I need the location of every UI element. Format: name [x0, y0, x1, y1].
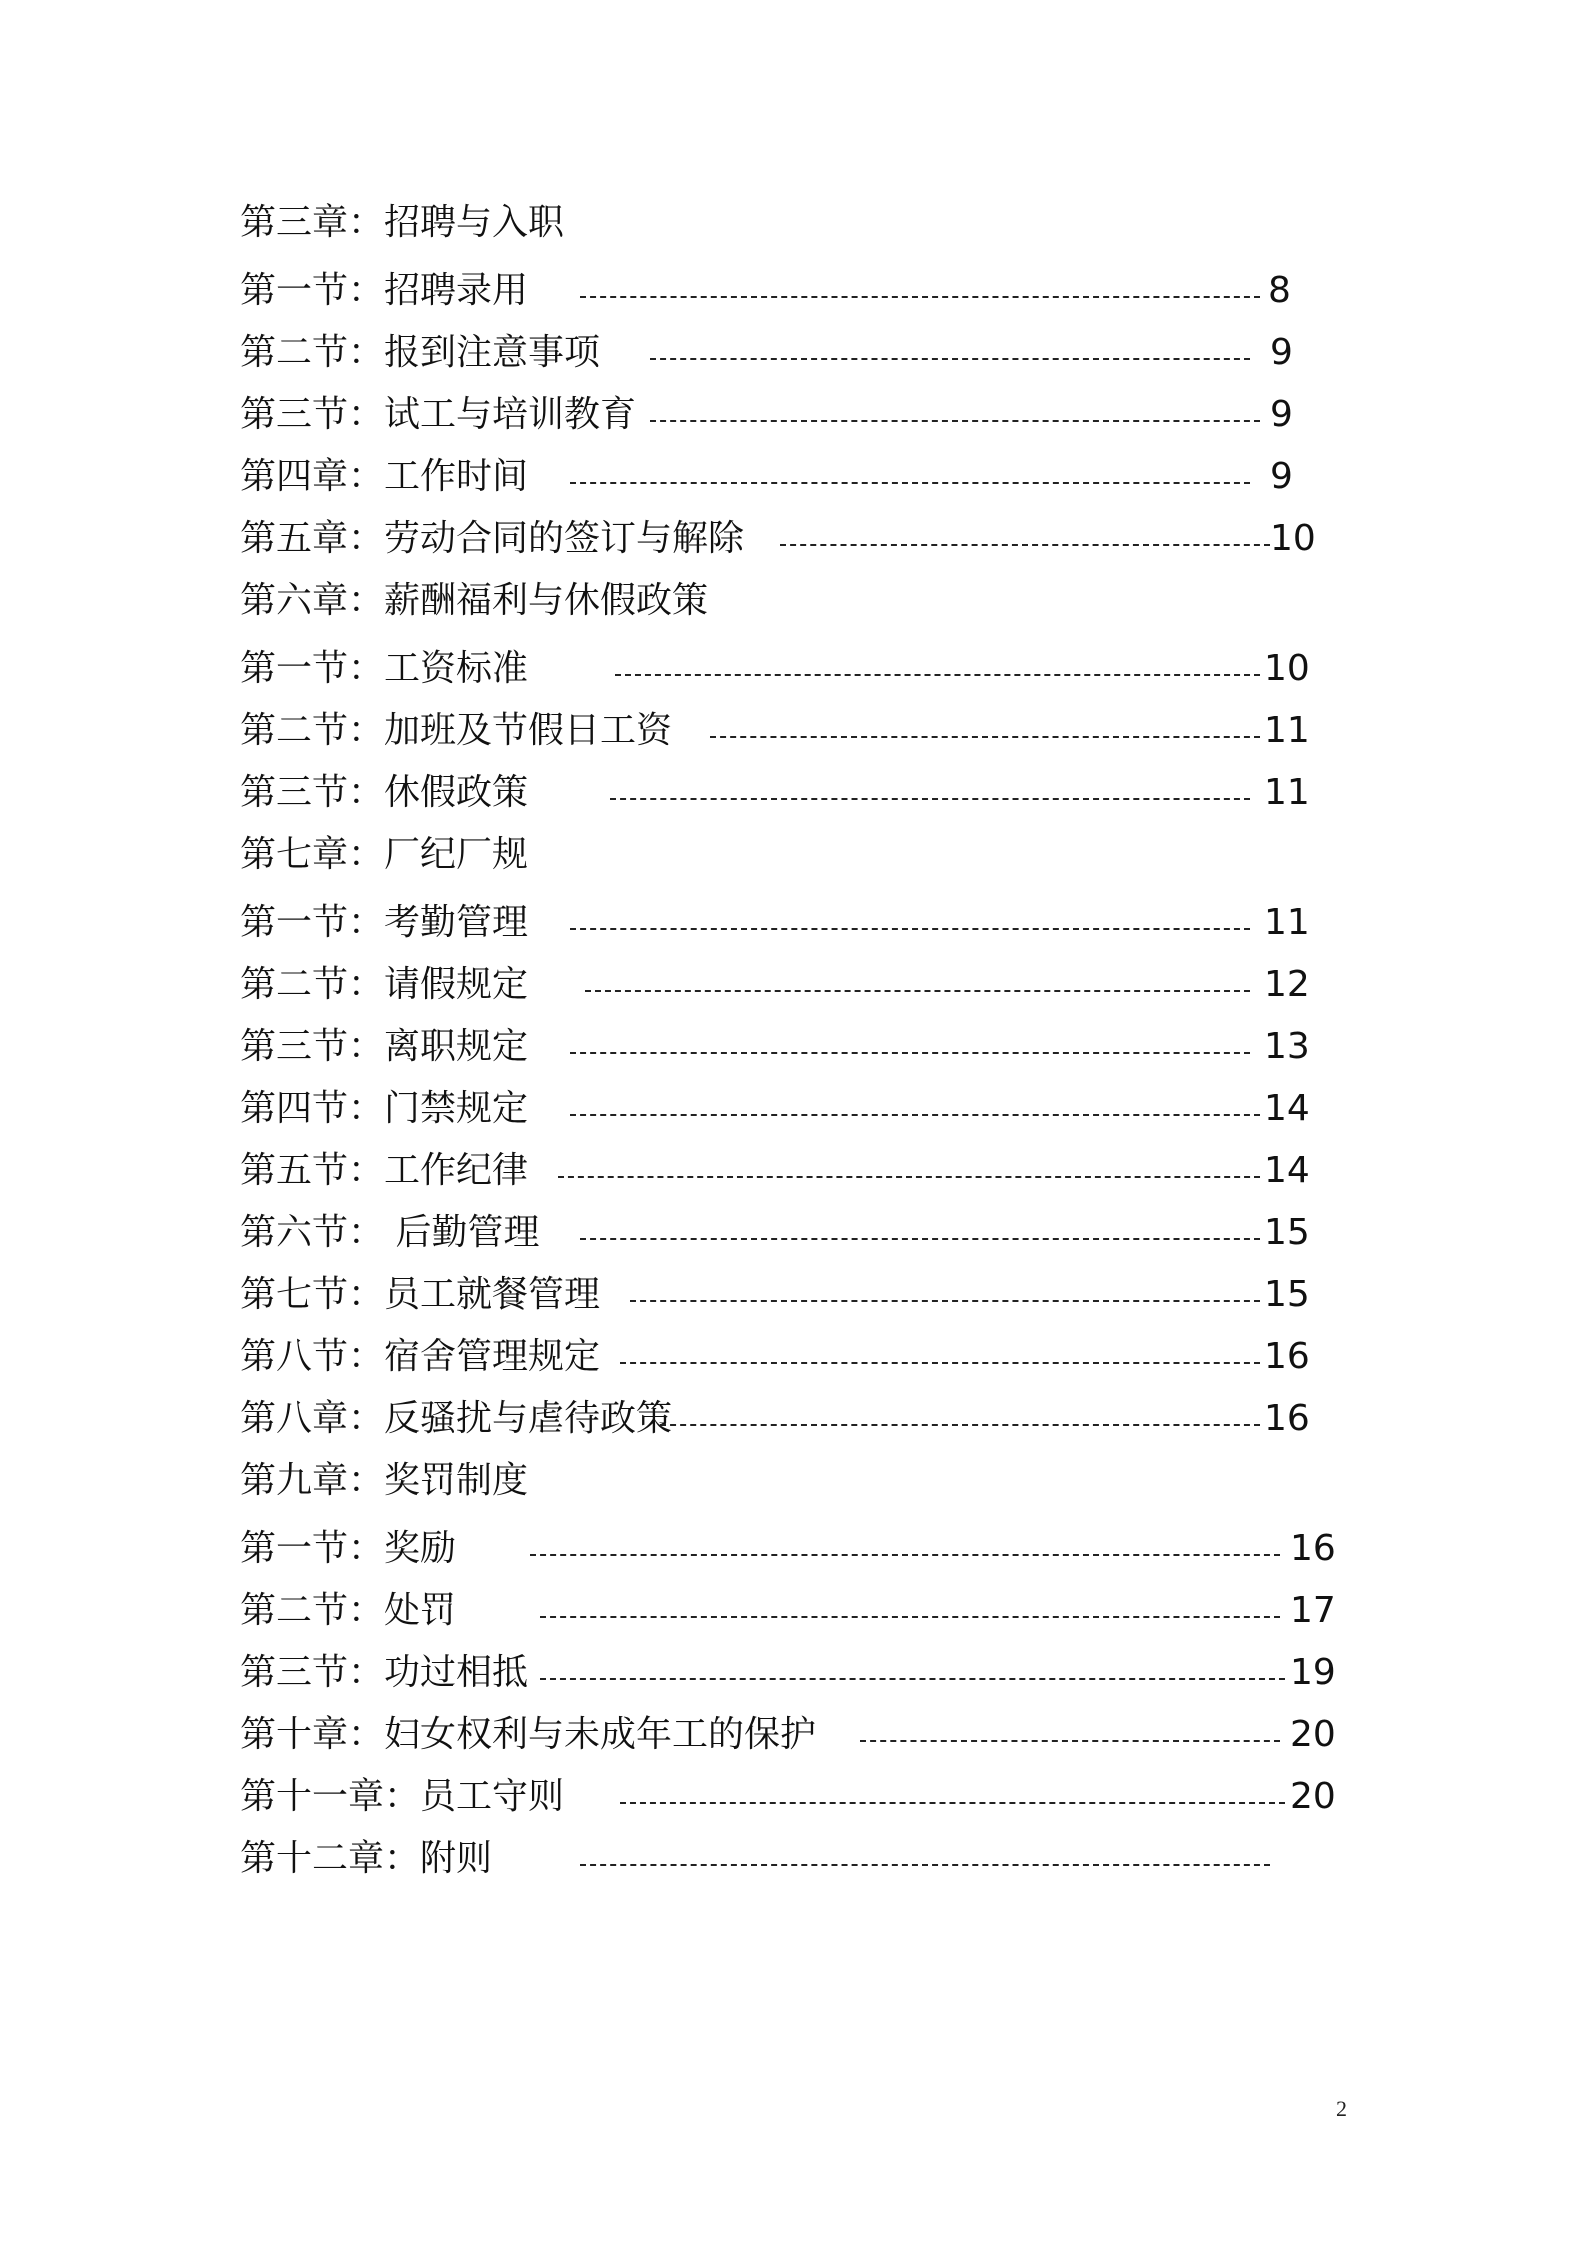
toc-entry [240, 1076, 1340, 1138]
toc-entry [240, 568, 1340, 636]
dot-leader [580, 1238, 1260, 1240]
toc-entry [240, 1702, 1340, 1764]
toc-entry [240, 258, 1340, 320]
dot-leader [530, 1554, 1280, 1556]
toc-entry [240, 760, 1340, 822]
toc-entry [240, 1324, 1340, 1386]
dot-leader [650, 358, 1250, 360]
toc-entry-label: 第八章：反骚扰与虐待政策 [240, 1398, 673, 1439]
toc-entry [240, 1448, 1340, 1516]
toc-entry-page: 15 [1264, 1274, 1310, 1315]
toc-entry-page: 11 [1264, 710, 1310, 751]
toc-entry-label: 第十一章：员工守则 [240, 1776, 565, 1817]
toc-entry [240, 320, 1340, 382]
toc-entry-page: 10 [1264, 648, 1310, 689]
toc-entry-label: 第三节：休假政策 [240, 772, 529, 813]
toc-entry-label: 第三章：招聘与入职 [240, 202, 565, 243]
toc-entry [240, 1386, 1340, 1448]
toc-entry [240, 506, 1340, 568]
toc-entry-page: 8 [1268, 270, 1291, 311]
toc-entry-page: 20 [1290, 1776, 1336, 1817]
dot-leader [620, 1802, 1285, 1804]
toc-entry [240, 1516, 1340, 1578]
dot-leader [570, 482, 1250, 484]
toc-entry-page: 14 [1264, 1088, 1310, 1129]
dot-leader [780, 544, 1270, 546]
dot-leader [615, 674, 1260, 676]
toc-entry-label: 第一节：工资标准 [240, 648, 529, 689]
toc-entry [240, 1014, 1340, 1076]
toc-entry-page: 20 [1290, 1714, 1336, 1755]
toc-entry [240, 382, 1340, 444]
toc-entry [240, 190, 1340, 258]
toc-entry-page: 16 [1290, 1528, 1336, 1569]
toc-entry-page: 10 [1270, 518, 1316, 559]
toc-entry-label: 第七章：厂纪厂规 [240, 834, 529, 875]
dot-leader [540, 1616, 1280, 1618]
toc-entry [240, 890, 1340, 952]
dot-leader [710, 736, 1260, 738]
toc-entry [240, 1262, 1340, 1324]
toc-entry-label: 第三节：离职规定 [240, 1026, 529, 1067]
toc-entry-label: 第一节：奖励 [240, 1528, 457, 1569]
toc-entry [240, 1640, 1340, 1702]
toc-entry-label: 第四章：工作时间 [240, 456, 529, 497]
dot-leader [610, 798, 1250, 800]
toc-entry-label: 第九章：奖罚制度 [240, 1460, 529, 1501]
toc-entry-label: 第十章：妇女权利与未成年工的保护 [240, 1714, 817, 1755]
dot-leader [570, 1052, 1250, 1054]
toc-entry-label: 第六节： 后勤管理 [240, 1212, 540, 1253]
dot-leader [660, 1424, 1260, 1426]
toc-entry-label: 第二节：处罚 [240, 1590, 457, 1631]
dot-leader [570, 1114, 1260, 1116]
toc-entry-label: 第六章：薪酬福利与休假政策 [240, 580, 709, 621]
toc-entry [240, 636, 1340, 698]
toc-entry-page: 9 [1270, 332, 1293, 373]
toc-entry [240, 698, 1340, 760]
toc-entry-page: 11 [1264, 772, 1310, 813]
toc-entry-page: 9 [1270, 456, 1293, 497]
toc-entry-label: 第七节：员工就餐管理 [240, 1274, 601, 1315]
toc-entry-label: 第一节：招聘录用 [240, 270, 529, 311]
toc-entry-page: 16 [1264, 1398, 1310, 1439]
dot-leader [620, 1362, 1260, 1364]
toc-entry-label: 第三节：功过相抵 [240, 1652, 529, 1693]
toc-entry-label: 第四节：门禁规定 [240, 1088, 529, 1129]
toc-entry [240, 1764, 1340, 1826]
toc-entry-page: 17 [1290, 1590, 1336, 1631]
toc-entry [240, 1138, 1340, 1200]
toc-entry-label: 第二节：报到注意事项 [240, 332, 601, 373]
toc-entry-label: 第五节：工作纪律 [240, 1150, 529, 1191]
toc-entry [240, 952, 1340, 1014]
toc-entry [240, 1826, 1340, 1888]
page-number: 2 [1336, 2096, 1347, 2121]
dot-leader [630, 1300, 1260, 1302]
toc-entry-label: 第一节：考勤管理 [240, 902, 529, 943]
toc-entry-page: 9 [1270, 394, 1293, 435]
dot-leader [540, 1678, 1285, 1680]
toc-entry-label: 第十二章：附则 [240, 1838, 493, 1879]
toc-entry-label: 第八节：宿舍管理规定 [240, 1336, 601, 1377]
toc-entry-page: 13 [1264, 1026, 1310, 1067]
dot-leader [558, 1176, 1260, 1178]
toc-entry-page: 12 [1264, 964, 1310, 1005]
dot-leader [585, 990, 1250, 992]
dot-leader [580, 1864, 1270, 1866]
toc-entry [240, 1200, 1340, 1262]
toc-entry-page: 11 [1264, 902, 1310, 943]
toc-entry-label: 第二节：加班及节假日工资 [240, 710, 673, 751]
dot-leader [570, 928, 1250, 930]
table-of-contents [240, 190, 1340, 1888]
toc-entry-page: 15 [1264, 1212, 1310, 1253]
dot-leader [650, 420, 1260, 422]
dot-leader [580, 296, 1260, 298]
toc-entry-label: 第三节：试工与培训教育 [240, 394, 637, 435]
toc-entry-label: 第二节：请假规定 [240, 964, 529, 1005]
toc-entry-label: 第五章：劳动合同的签订与解除 [240, 518, 745, 559]
toc-entry-page: 19 [1290, 1652, 1336, 1693]
dot-leader [860, 1740, 1280, 1742]
toc-entry [240, 444, 1340, 506]
toc-entry-page: 16 [1264, 1336, 1310, 1377]
toc-entry-page: 14 [1264, 1150, 1310, 1191]
toc-entry [240, 822, 1340, 890]
toc-entry [240, 1578, 1340, 1640]
